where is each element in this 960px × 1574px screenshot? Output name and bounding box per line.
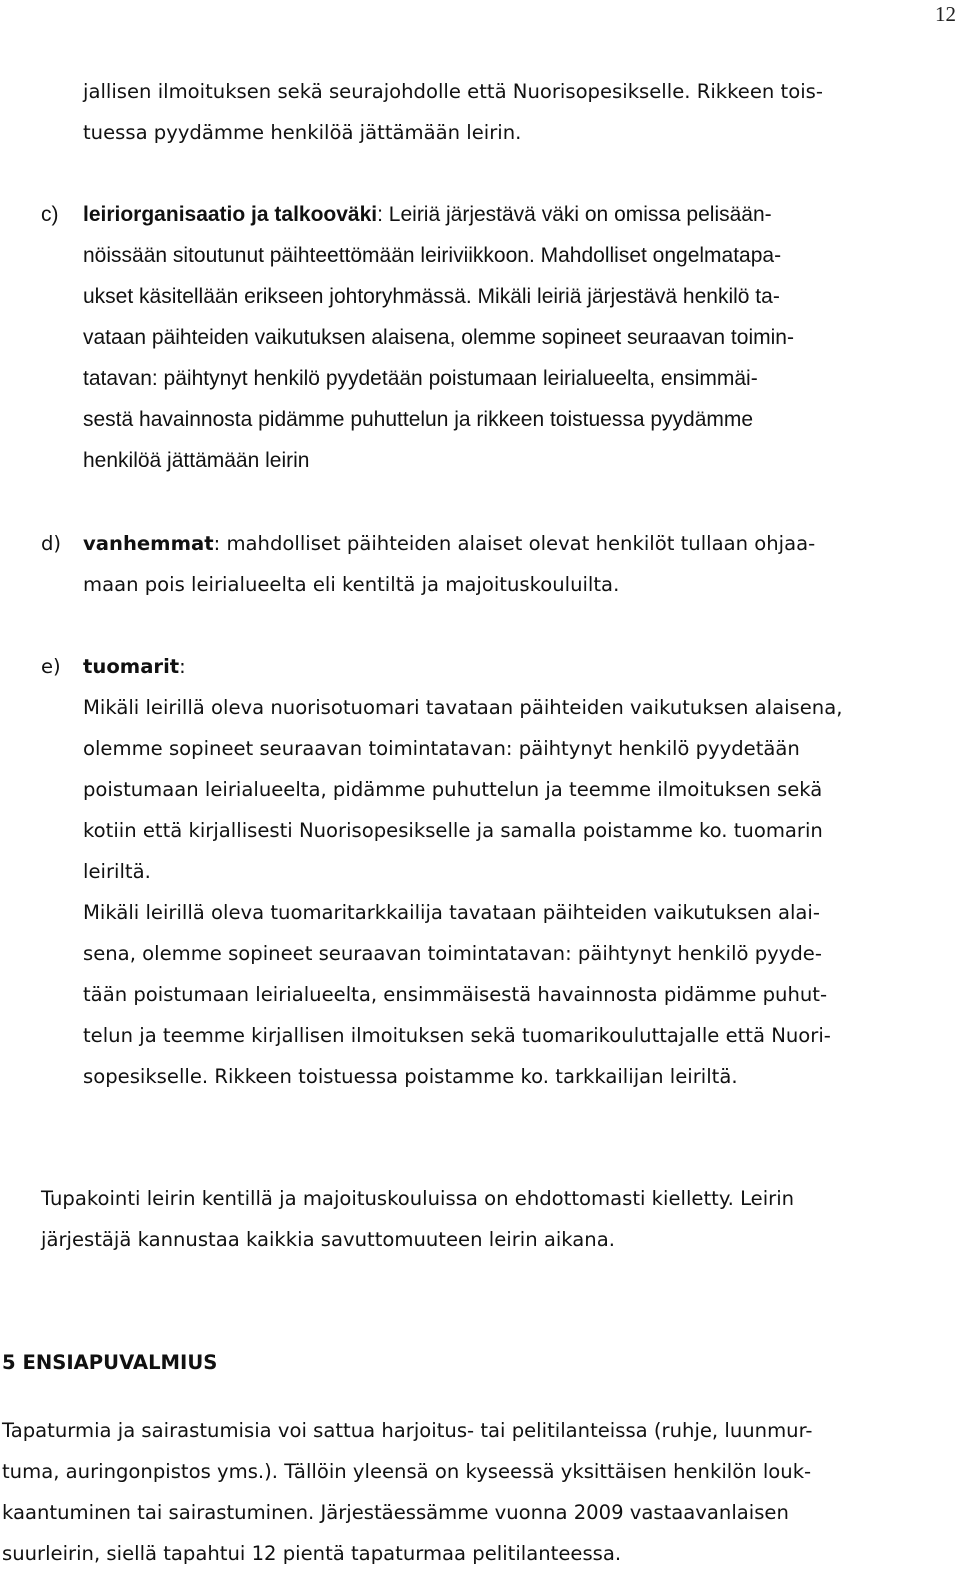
text-line: poistumaan leirialueelta, pidämme puhuttelun ja teemme ilmoituksen sekä — [83, 778, 823, 801]
section-heading: 5 ENSIAPUVALMIUS — [2, 1351, 218, 1374]
text-line: sestä havainnosta pidämme puhuttelun ja rikkeen toistuessa pyydämme — [83, 408, 754, 431]
text-line: telun ja teemme kirjallisen ilmoituksen sekä tuomarikouluttajalle että Nuori- — [83, 1024, 831, 1047]
text-line: ukset käsitellään erikseen johtoryhmässä. Mikäli leiriä järjestävä henkilö ta- — [83, 285, 780, 308]
text-line: tään poistumaan leirialueelta, ensimmäisestä havainnosta pidämme puhut- — [83, 983, 828, 1006]
text-line: järjestäjä kannustaa kaikkia savuttomuuteen leirin aikana. — [41, 1228, 615, 1251]
text-line: kotiin että kirjallisesti Nuorisopesikselle ja samalla poistamme ko. tuomarin — [83, 819, 823, 842]
intro-paragraph — [83, 71, 823, 153]
list-marker-e: e) — [41, 655, 61, 678]
text-fragment: : — [179, 655, 186, 678]
text-line: nöissään sitoutunut päihteettömään leiriviikkoon. Mahdolliset ongelmatapa- — [83, 244, 782, 267]
list-marker-c: c) — [41, 203, 59, 226]
page-number: 12 — [935, 2, 956, 26]
term-tuomarit: tuomarit — [83, 655, 180, 678]
term-vanhemmat: vanhemmat — [83, 532, 214, 555]
list-marker-d: d) — [41, 532, 62, 555]
text-line — [83, 523, 815, 564]
text-line: olemme sopineet seuraavan toimintatavan: päihtynyt henkilö pyydetään — [83, 737, 800, 760]
text-line: maan pois leirialueelta eli kentiltä ja majoituskouluilta. — [83, 573, 620, 596]
text-line: tatavan: päihtynyt henkilö pyydetään poistumaan leirialueelta, ensimmäi- — [83, 367, 758, 390]
text-line: Tapaturmia ja sairastumisia voi sattua harjoitus- tai pelitilanteissa (ruhje, luunmur- — [2, 1419, 813, 1442]
term-leiriorganisaatio: leiriorganisaatio ja talkooväki — [83, 203, 378, 226]
text-line: sopesikselle. Rikkeen toistuessa poistamme ko. tarkkailijan leiriltä. — [83, 1065, 738, 1088]
text-fragment: : Leiriä järjestävä väki on omissa pelisään- — [377, 203, 772, 226]
text-line: kaantuminen tai sairastuminen. Järjestäessämme vuonna 2009 vastaavanlaisen — [2, 1501, 789, 1524]
text-line: Tupakointi leirin kentillä ja majoituskouluissa on ehdottomasti kielletty. Leirin — [41, 1187, 795, 1210]
list-item-c — [83, 194, 794, 481]
text-line: leiriltä. — [83, 860, 151, 883]
smoking-paragraph — [41, 1178, 794, 1260]
list-item-d — [83, 523, 815, 605]
text-line: Mikäli leirillä oleva tuomaritarkkailija tavataan päihteiden vaikutuksen alai- — [83, 901, 820, 924]
text-line: jallisen ilmoituksen sekä seurajohdolle että Nuorisopesikselle. Rikkeen tois- — [83, 80, 823, 103]
text-fragment: : mahdolliset päihteiden alaiset olevat henkilöt tullaan ohjaa- — [213, 532, 816, 555]
text-line: henkilöä jättämään leirin — [83, 449, 310, 472]
text-line: tuessa pyydämme henkilöä jättämään leirin. — [83, 121, 522, 144]
text-line: vataan päihteiden vaikutuksen alaisena, olemme sopineet seuraavan toimin- — [83, 326, 794, 349]
text-line — [83, 646, 842, 687]
text-line — [83, 194, 794, 235]
text-line: suurleirin, siellä tapahtui 12 pientä tapaturmaa pelitilanteessa. — [2, 1542, 622, 1565]
list-item-e — [83, 646, 842, 1097]
text-line: tuma, auringonpistos yms.). Tällöin yleensä on kyseessä yksittäisen henkilön louk- — [2, 1460, 812, 1483]
text-line: Mikäli leirillä oleva nuorisotuomari tavataan päihteiden vaikutuksen alaisena, — [83, 696, 843, 719]
section5-paragraph — [2, 1410, 812, 1574]
text-line: sena, olemme sopineet seuraavan toimintatavan: päihtynyt henkilö pyyde- — [83, 942, 822, 965]
